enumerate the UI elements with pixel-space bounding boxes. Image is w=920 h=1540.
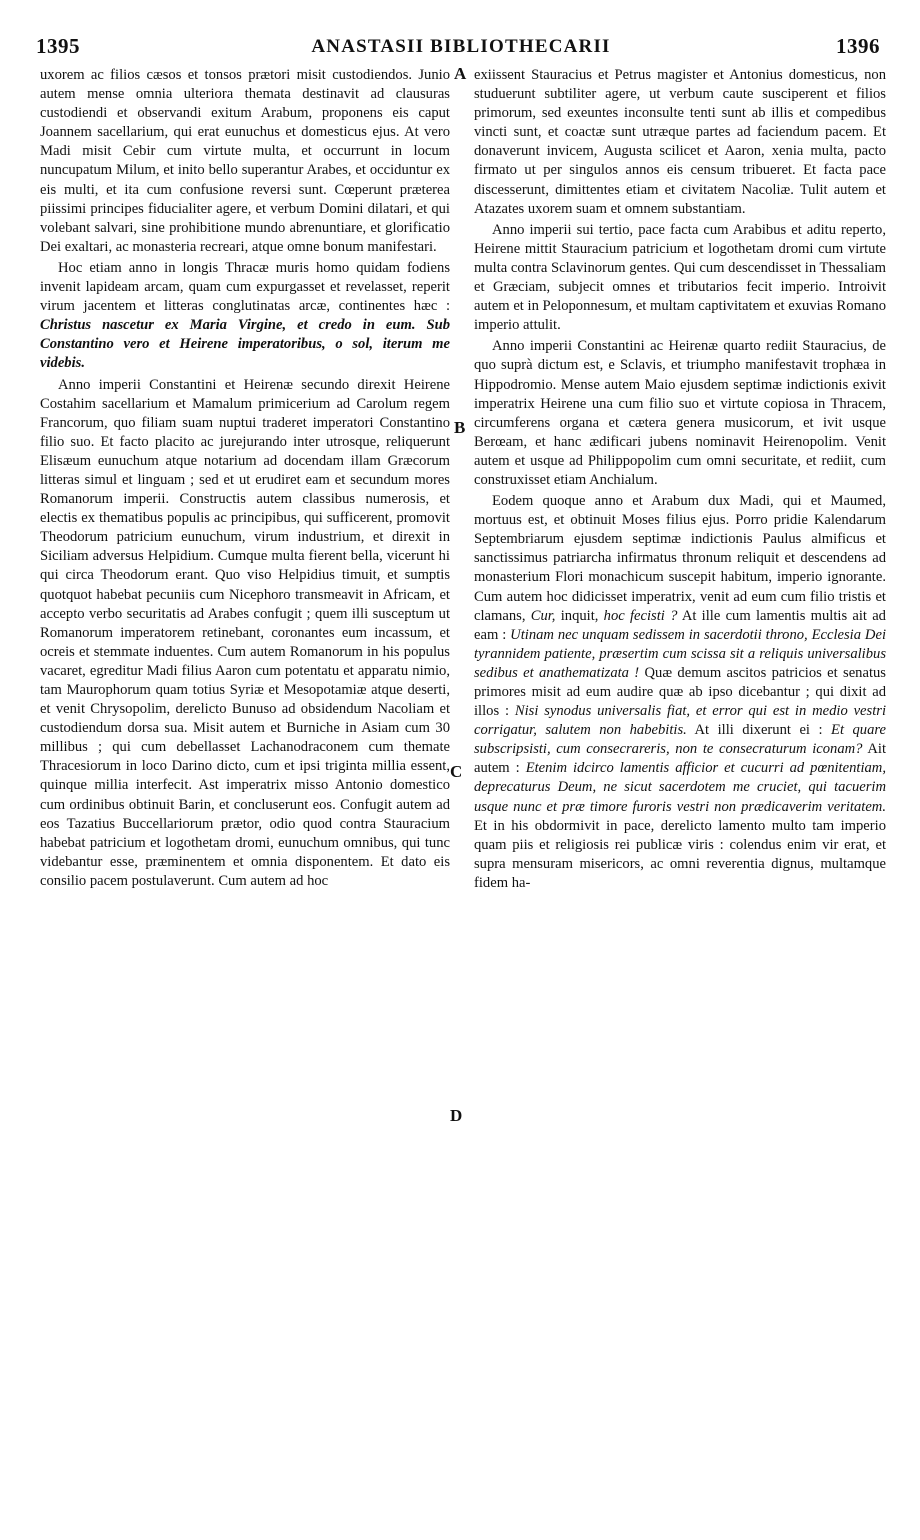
quoted-speech: Cur, xyxy=(530,607,556,624)
margin-letter-d: D xyxy=(450,1106,463,1125)
right-page-number: 1396 xyxy=(836,34,880,58)
paragraph-text: Ait autem : xyxy=(474,741,886,777)
paragraph xyxy=(474,492,886,893)
quoted-speech: Utinam nec unquam sedissem in sacerdotii throno, Ecclesia Dei tyrannidem patiente, præsertim cum scissa sit a reliquis universalibus sedibus et anathematizata ! xyxy=(474,626,886,681)
inscription-text: Christus nascetur ex Maria Virgine, et credo in eum. Sub Constantino vero et Heirene imperatoribus, o sol, iterum me videbis. xyxy=(40,317,450,372)
paragraph-text: At illi dixerunt ei : xyxy=(694,722,823,739)
left-column xyxy=(40,66,450,891)
paragraph-text: Quæ demum ascitos patricios et senatus primores misit ad eum audire quæ ab ipso dicebantur ; qui dixit ad illos : xyxy=(474,664,886,720)
left-page-number: 1395 xyxy=(36,34,80,58)
paragraph-text: At ille cum lamentis multis ait ad eam : xyxy=(474,607,886,643)
quoted-speech: hoc fecisti ? xyxy=(603,607,678,624)
paragraph xyxy=(40,259,450,374)
margin-letter-a: A xyxy=(454,64,467,83)
quoted-speech: Etenim idcirco lamentis afficior et cucurri ad pœnitentiam, deprecaturus Deum, ne sicut sacerdotem me cruciet, qui tacuerim usque nunc et præ timore furoris vestri non prædicaverim veritatem. xyxy=(474,760,886,815)
paragraph: uxorem ac filios cæsos et tonsos prætori misit custodiendos. Junio autem mense omnia ulteriora themata destinavit ad clausuras custodiendi et observandi exitum Arabum, proponens eis caput Joannem sacellarium, qui erat eunuchus et domesticus ejus. At vero Madi misit Cebir cum virtute multa, et occurrunt in locum nuncupatum Milum, et inito bello superantur Arabes, et occiduntur ex eis multi, et ita cum confusione reversi sunt. Cœperunt præterea piissimi principes fiducialiter agere, et verbum Domini dilatari, et qui volebant salvari, sine prohibitione mundo abrenuntiare, et glorificatio Dei exaltari, ac monasteria recreari, atque omne bonum manifestari. xyxy=(40,67,450,255)
running-header xyxy=(36,34,886,64)
margin-letter-c: C xyxy=(450,762,463,781)
paragraph: Anno imperii sui tertio, pace facta cum Arabibus et aditu reperto, Heirene mittit Stauracium patricium et logothetam dromi cum virtute multa contra Sclavinorum gentes. Qui cum descendisset in Thessaliam et Græciam, subjecit omnes et tributarios fecit imperio. Introivit autem et in Peloponnesum, et multam captivitatem et exuvias Romano imperio attulit. xyxy=(474,221,886,334)
paragraph: Anno imperii Constantini et Heirenæ secundo direxit Heirene Costahim sacellarium et Mamalum primicerium ad Carolum regem Francorum, quo filiam suam nuptui traderet imperatori Constantino filio suo. Et facto placito ac jurejurando inter utrosque, reliquerunt Elisæum eunuchum atque notarium ad docendam illam Græcorum litteras simul et linguam ; sed et ut erudiret eam et secundum mores Romanorum imperii. Constructis autem classibus numerosis, et electis ex thematibus populis ac principibus, qui sufficerent, promovit Theodorum patricium eunuchum, virum industrium, et direxit in Siciliam adversus Helpidium. Cumque multa fierent bella, vicerunt hi qui circa Theodorum erant. Quo viso Helpidius timuit, et sumptis quotquot habebat pecuniis cum Nicephoro transmeavit in Africam, et accepto verbo securitatis ad Arabes confugit ; quem illi susceptum ut Romanorum imperatorem retinebant, coronantes eum incassum, et ocreis et stemmate induentes. Cum autem Romanorum in his populus vacaret, egreditur Madi filius Aaron cum potentatu et apparatu nimio, tam Maurophorum quam totius Syriæ et Mesopotamiæ atque deserti, et venit Chrysopolim, derelicto Bunuso ad obsidendum Nacoliam et custodiendum dorsa sua. Misit autem et Burniche in Asiam cum 30 millibus ; qui cum debellasset Lachanodraconem cum themate Thracesiorum in loco Darino dicto, cum et ipsi triginta millia essent, quinque millia interfecit. Ast imperatrix misso Antonio domestico cum ordinibus obtinuit Barin, et concluserunt eos. Confugit autem ad eos Tazatius Buccellariorum prætor, odio quod contra Stauracium habebat patricium et logothetam dromi, eunuchum omnibus, qui tunc videbantur esse, præminentem et omnia disponentem. Et dato eis consilio pacem postulaverunt. Cum autem ad hoc xyxy=(40,376,450,889)
paragraph-text: inquit, xyxy=(560,607,599,624)
quoted-speech: Et quare subscripsisti, cum consecrareris, non te consecraturum iconam? xyxy=(474,722,887,758)
paragraph: Anno imperii Constantini ac Heirenæ quarto rediit Stauracius, de quo suprà dictum est, e Sclavis, et triumpho manifestavit trophæa in Hippodromio. Mense autem Maio ejusdem septimæ indictionis exivit imperatrix Heirene una cum filio suo et virtute copiosa in Thracem, circumferens organa et cætera genera musicorum, et ivit usque Berœam, et hanc ædificari jubens nominavit Heirenopolim. Venit autem et usque ad Philippopolim cum omni securitate, et rediit, cum construxisset etiam Anchialum. xyxy=(474,338,886,488)
quoted-speech: Nisi synodus universalis fiat, et error qui est in medio vestri corrigatur, salutem non habebitis. xyxy=(474,703,886,739)
paragraph-text: Et in his obdormivit in pace, derelicto lamento multo tam imperio quam piis et religiosis rei publicæ viris : colendus enim vir erat, et supra mensuram misericors, ac omni reverentia dignus, multamque fidem ha- xyxy=(474,817,886,891)
margin-letter-b: B xyxy=(454,418,466,437)
right-column xyxy=(474,66,886,893)
paragraph: exiissent Stauracius et Petrus magister et Antonius domesticus, non studuerunt subtiliter agere, ut verbum caute susciperent et filios primorum, sed exeuntes inconsulte tenti sunt ab illis et compedibus vincti sunt, et coactæ sunt utræque partes ad faciendum pacem. Et donaverunt invicem, Augusta scilicet et Aaron, xenia multa, pacto firmato ut per singulos annos eis censum tribueret. Et facta pace discesserunt, dimittentes etiam et civitatem Nacoliæ. Tulit autem et Atazates uxorem suam et omnem substantiam. xyxy=(474,67,886,217)
paragraph-text: Eodem quoque anno et Arabum dux Madi, qui et Maumed, mortuus est, et obtinuit Moses filius ejus. Porro pridie Kalendarum Septembriarum ejusdem septimæ indictionis Paulus almificus et sanctissimus patriarcha infirmatus thronum reliquit et descendens ad monasterium Flori monachicum suscepit habitum, imperio ignorante. Cum autem hoc didicisset imperatrix, venit ad eum cum filio tristis et clamans, xyxy=(474,493,886,624)
paragraph-text: Hoc etiam anno in longis Thracæ muris homo quidam fodiens invenit lapideam arcam, quam cum expurgasset et revelasset, reperit virum jacentem et litteras conglutinatas arcæ, continentes hæc : xyxy=(40,259,450,315)
running-title: ANASTASII BIBLIOTHECARII xyxy=(311,36,611,57)
